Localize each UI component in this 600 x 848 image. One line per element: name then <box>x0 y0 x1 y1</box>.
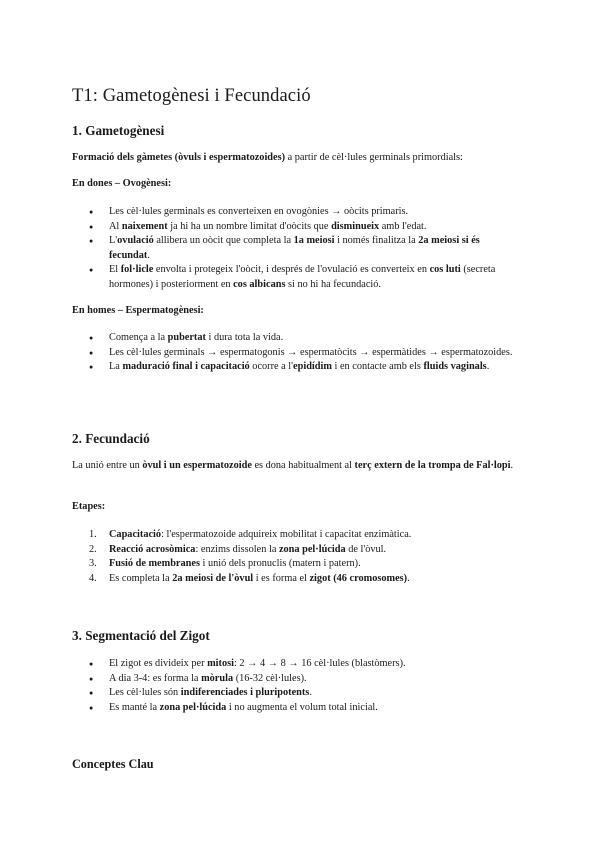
section-intro: Formació dels gàmetes (òvuls i espermatozoides) a partir de cèl·lules germinals primordials: <box>72 152 463 163</box>
list-item: 4. Es completa la 2a meiosi de l'òvul i es forma el zigot (46 cromosomes). <box>89 572 410 584</box>
list-item: ● Es manté la zona pel·lúcida i no augmenta el volum total inicial. <box>72 701 516 716</box>
numbered-list-etapes <box>72 528 516 586</box>
section-heading-conceptes-clau: Conceptes Clau <box>72 757 154 771</box>
section-heading-gametogenesi: 1. Gametogènesi <box>72 123 165 138</box>
list-item: ● Les cèl·lules germinals es converteixen en ovogònies → oòcits primaris. <box>72 205 516 220</box>
list-item: ● L'ovulació allibera un oòcit que completa la 1a meiosi i només finalitza la 2a meiosi si és fecundat. <box>72 234 516 263</box>
subheading-espermatogenesi: En homes – Espermatogènesi: <box>72 305 204 316</box>
list-item: ● Les cèl·lules germinals → espermatogonis → espermatòcits → espermàtides → espermatozoides. <box>72 346 516 361</box>
bullet-list-espermatogenesi <box>72 331 516 375</box>
page-title: T1: Gametogènesi i Fecundació <box>72 86 311 106</box>
bullet-list-ovogenesi <box>72 205 516 293</box>
list-item: ● El fol·licle envolta i protegeix l'oòcit, i després de l'ovulació es converteix en cos luti (secreta hormones) i posteriorment en cos albicans si no hi ha fecundació. <box>72 263 516 292</box>
list-item: 1. Capacitació: l'espermatozoide adquireix mobilitat i capacitat enzimàtica. <box>89 529 412 540</box>
section-heading-fecundacio: 2. Fecundació <box>72 431 150 446</box>
list-item: 3. Fusió de membranes i unió dels pronuclis (matern i patern). <box>89 558 361 570</box>
subheading-etapes: Etapes: <box>72 501 106 512</box>
list-item: ● Al naixement ja hi ha un nombre limitat d'oòcits que disminueix amb l'edat. <box>72 220 516 235</box>
list-item: ● Les cèl·lules són indiferenciades i pluripotents. <box>72 686 516 701</box>
list-item: ● Comença a la pubertat i dura tota la vida. <box>72 331 516 346</box>
section-intro: La unió entre un òvul i un espermatozoide es dona habitualment al terç extern de la trompa de Fal·lopi. <box>72 460 514 471</box>
list-item: ● La maduració final i capacitació ocorre a l'epidídim i en contacte amb els fluids vaginals. <box>72 360 516 375</box>
list-item: 2. Reacció acrosòmica: enzims dissolen la zona pel·lúcida de l'òvul. <box>89 543 387 555</box>
section-heading-segmentacio: 3. Segmentació del Zigot <box>72 628 210 643</box>
list-item: ● A dia 3-4: es forma la mòrula (16-32 cèl·lules). <box>72 672 516 687</box>
list-item: ● El zigot es divideix per mitosi: 2 → 4 → 8 → 16 cèl·lules (blastòmers). <box>72 657 516 672</box>
subheading-ovogenesi: En dones – Ovogènesi: <box>72 178 172 189</box>
bullet-list-segmentacio <box>72 657 516 715</box>
